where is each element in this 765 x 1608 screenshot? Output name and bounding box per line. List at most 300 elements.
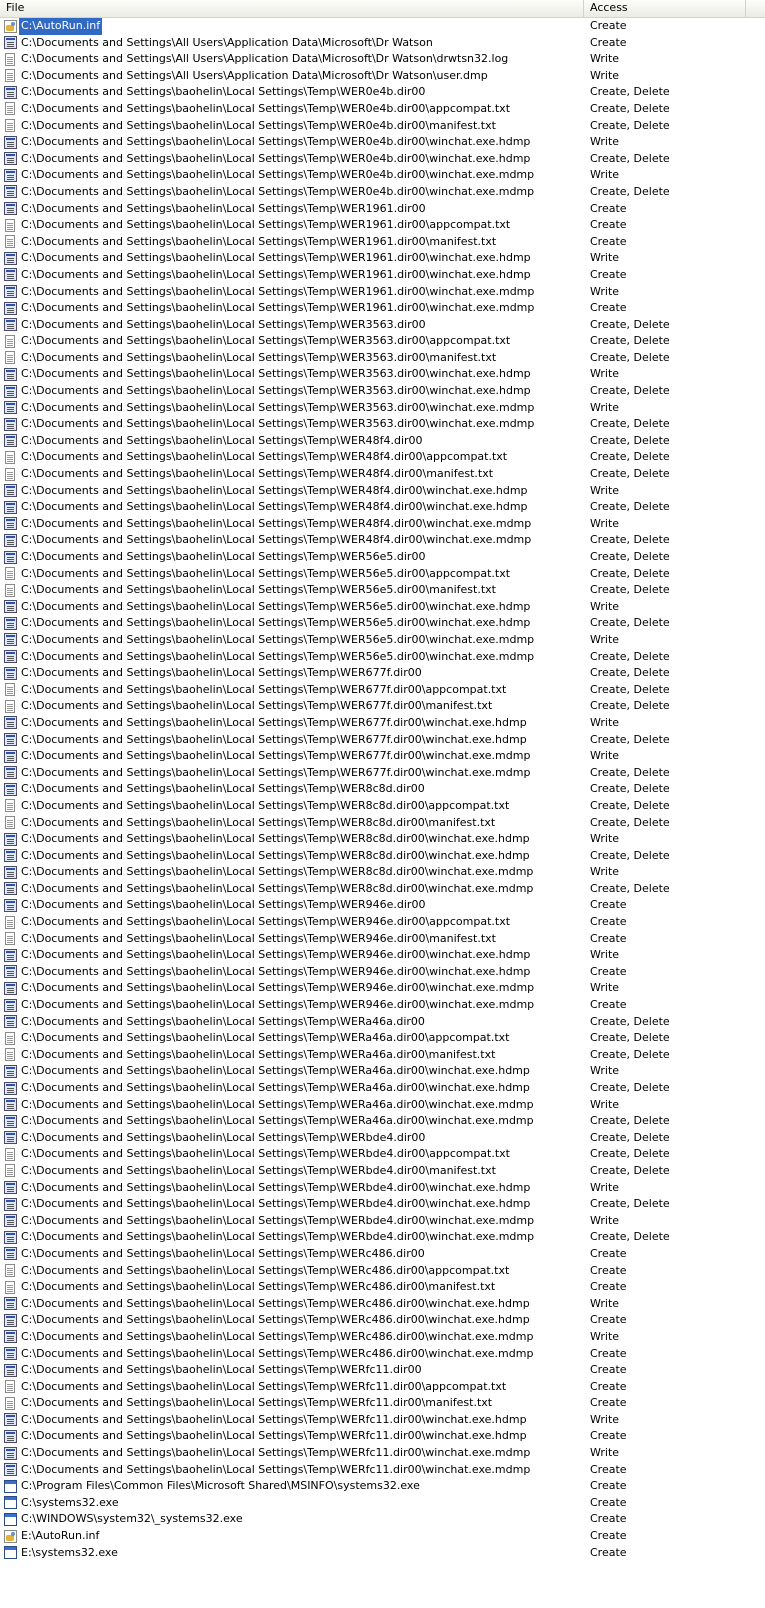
table-row[interactable] [0, 234, 765, 251]
file-path: C:\Documents and Settings\baohelin\Local Settings\Temp\WERfc11.dir00 [21, 1363, 422, 1377]
dmp-icon [4, 517, 17, 530]
access-value: Create, Delete [590, 467, 670, 481]
exe-icon [4, 1546, 17, 1559]
access-value: Create, Delete [590, 1230, 670, 1244]
file-path: C:\Documents and Settings\baohelin\Local Settings\Temp\WER0e4b.dir00\winchat.exe.mdmp [21, 168, 535, 182]
access-value: Create, Delete [590, 500, 670, 514]
access-value: Create, Delete [590, 85, 670, 99]
table-row[interactable] [0, 1545, 765, 1562]
table-row[interactable] [0, 350, 765, 367]
access-value: Write [590, 483, 620, 497]
access-value: Create [590, 35, 627, 49]
txt-icon [5, 683, 15, 696]
exe-icon [4, 1513, 17, 1526]
file-path: C:\Documents and Settings\baohelin\Local Settings\Temp\WERfc11.dir00\winchat.exe.mdmp [21, 1446, 531, 1460]
file-path: C:\Documents and Settings\baohelin\Local Settings\Temp\WERc486.dir00\manifest.txt [21, 1280, 496, 1294]
access-value: Create, Delete [590, 682, 670, 696]
file-path: C:\WINDOWS\system32\_systems32.exe [21, 1512, 243, 1526]
table-row[interactable] [0, 582, 765, 599]
table-row[interactable] [0, 532, 765, 549]
log-icon [5, 53, 15, 66]
table-row[interactable] [0, 632, 765, 649]
access-value: Create [590, 1495, 627, 1509]
access-column-header[interactable]: Access [584, 0, 746, 17]
file-path: C:\Documents and Settings\All Users\Application Data\Microsoft\Dr Watson\user.dmp [21, 68, 488, 82]
log-icon [5, 69, 15, 82]
access-value: Create, Delete [590, 566, 670, 580]
access-value: Create, Delete [590, 616, 670, 630]
access-value: Write [590, 168, 620, 182]
table-row[interactable] [0, 333, 765, 350]
table-row[interactable] [0, 1263, 765, 1280]
access-value: Write [590, 251, 620, 265]
file-path: C:\Documents and Settings\baohelin\Local Settings\Temp\WERc486.dir00 [21, 1246, 425, 1260]
table-row[interactable] [0, 284, 765, 301]
file-path: C:\Documents and Settings\baohelin\Local Settings\Temp\WER56e5.dir00\winchat.exe.hdmp [21, 616, 531, 630]
access-value: Write [590, 715, 620, 729]
table-row[interactable] [0, 1180, 765, 1197]
access-value: Write [590, 284, 620, 298]
dmp-icon [4, 534, 17, 547]
table-row[interactable] [0, 84, 765, 101]
table-row[interactable] [0, 1312, 765, 1329]
table-row[interactable] [0, 1047, 765, 1064]
dmp-icon [4, 949, 17, 962]
access-value: Write [590, 1296, 620, 1310]
dmp-icon [4, 1065, 17, 1078]
table-row[interactable] [0, 1412, 765, 1429]
file-path: C:\Documents and Settings\baohelin\Local Settings\Temp\WER8c8d.dir00\winchat.exe.mdmp [21, 881, 534, 895]
table-row[interactable] [0, 566, 765, 583]
table-row[interactable] [0, 931, 765, 948]
table-row[interactable] [0, 881, 765, 898]
txt-icon [5, 1264, 15, 1277]
access-value: Create [590, 998, 627, 1012]
file-path: C:\Documents and Settings\baohelin\Local Settings\Temp\WERa46a.dir00 [21, 1014, 425, 1028]
dmp-icon [4, 285, 17, 298]
file-path: C:\AutoRun.inf [19, 18, 102, 35]
table-row[interactable] [0, 947, 765, 964]
file-path: C:\Documents and Settings\baohelin\Local Settings\Temp\WER0e4b.dir00\winchat.exe.mdmp [21, 184, 535, 198]
access-value: Create, Delete [590, 450, 670, 464]
table-row[interactable] [0, 35, 765, 52]
file-path: C:\Documents and Settings\baohelin\Local Settings\Temp\WER8c8d.dir00\appcompat.txt [21, 798, 510, 812]
file-path: C:\Documents and Settings\All Users\Application Data\Microsoft\Dr Watson\drwtsn32.log [21, 52, 509, 66]
dmp-icon [4, 750, 17, 763]
access-value: Create, Delete [590, 782, 670, 796]
table-row[interactable] [0, 848, 765, 865]
table-row[interactable] [0, 997, 765, 1014]
file-path: C:\Documents and Settings\baohelin\Local Settings\Temp\WERc486.dir00\winchat.exe.hdmp [21, 1313, 530, 1327]
access-value: Create, Delete [590, 1014, 670, 1028]
table-row[interactable] [0, 798, 765, 815]
access-value: Create [590, 1396, 627, 1410]
access-value: Create, Delete [590, 848, 670, 862]
table-row[interactable] [0, 732, 765, 749]
table-row[interactable] [0, 1428, 765, 1445]
access-value: Create, Delete [590, 151, 670, 165]
table-row[interactable] [0, 1229, 765, 1246]
file-path: C:\Documents and Settings\baohelin\Local Settings\Temp\WERbde4.dir00\winchat.exe.mdmp [21, 1230, 535, 1244]
txt-icon [5, 567, 15, 580]
access-value: Create [590, 218, 627, 232]
file-path: C:\Documents and Settings\baohelin\Local Settings\Temp\WERc486.dir00\winchat.exe.mdmp [21, 1346, 534, 1360]
table-row[interactable] [0, 1462, 765, 1479]
access-value: Write [590, 1064, 620, 1078]
table-row[interactable] [0, 1379, 765, 1396]
access-value: Create [590, 964, 627, 978]
file-path: E:\AutoRun.inf [21, 1529, 100, 1543]
access-value: Write [590, 749, 620, 763]
file-path: C:\Documents and Settings\baohelin\Local Settings\Temp\WER1961.dir00 [21, 201, 426, 215]
access-value: Write [590, 135, 620, 149]
dmp-icon [4, 318, 17, 331]
table-row[interactable] [0, 1097, 765, 1114]
table-row[interactable] [0, 665, 765, 682]
table-row[interactable] [0, 1146, 765, 1163]
table-row[interactable] [0, 864, 765, 881]
dmp-icon [4, 1314, 17, 1327]
access-value: Create, Delete [590, 798, 670, 812]
file-path: C:\systems32.exe [21, 1495, 119, 1509]
table-row[interactable] [0, 267, 765, 284]
file-path: C:\Documents and Settings\baohelin\Local Settings\Temp\WER1961.dir00\winchat.exe.hdmp [21, 267, 531, 281]
dmp-icon [4, 965, 17, 978]
dmp-icon [4, 1115, 17, 1128]
file-path: C:\Documents and Settings\baohelin\Local Settings\Temp\WERa46a.dir00\winchat.exe.hdmp [21, 1081, 530, 1094]
access-value: Create, Delete [590, 184, 670, 198]
file-path: C:\Documents and Settings\baohelin\Local Settings\Temp\WER56e5.dir00\winchat.exe.mdmp [21, 649, 535, 663]
dmp-icon [4, 617, 17, 630]
dmp-icon [4, 833, 17, 846]
access-value: Create [590, 301, 627, 315]
table-row[interactable] [0, 599, 765, 616]
table-row[interactable] [0, 1246, 765, 1263]
access-value: Create, Delete [590, 1197, 670, 1211]
file-path: C:\Documents and Settings\baohelin\Local Settings\Temp\WER8c8d.dir00\winchat.exe.mdmp [21, 865, 534, 879]
file-path: C:\Documents and Settings\baohelin\Local Settings\Temp\WER0e4b.dir00\appcompat.txt [21, 101, 511, 115]
access-value: Create, Delete [590, 417, 670, 431]
file-path: C:\Documents and Settings\baohelin\Local Settings\Temp\WER3563.dir00\appcompat.txt [21, 334, 511, 348]
access-value: Create [590, 1263, 627, 1277]
file-path: C:\Documents and Settings\baohelin\Local Settings\Temp\WERfc11.dir00\winchat.exe.hdmp [21, 1412, 527, 1426]
file-path: C:\Documents and Settings\baohelin\Local Settings\Temp\WER3563.dir00 [21, 317, 426, 331]
table-row[interactable] [0, 1014, 765, 1031]
table-row[interactable] [0, 914, 765, 931]
dmp-icon [4, 202, 17, 215]
dmp-icon [4, 1347, 17, 1360]
txt-icon [5, 335, 15, 348]
dmp-icon [4, 716, 17, 729]
file-path: C:\Documents and Settings\baohelin\Local Settings\Temp\WER946e.dir00\manifest.txt [21, 931, 496, 945]
table-row[interactable] [0, 815, 765, 832]
dmp-icon [4, 1364, 17, 1377]
access-value: Create [590, 915, 627, 929]
access-value: Write [590, 68, 620, 82]
file-path: C:\Documents and Settings\baohelin\Local Settings\Temp\WER8c8d.dir00\winchat.exe.hdmp [21, 848, 530, 862]
access-value: Create, Delete [590, 118, 670, 132]
dmp-icon [4, 1463, 17, 1476]
table-row[interactable] [0, 1279, 765, 1296]
table-row[interactable] [0, 201, 765, 218]
file-path: C:\Documents and Settings\All Users\Application Data\Microsoft\Dr Watson [21, 35, 433, 49]
dmp-icon [4, 169, 17, 182]
file-path: C:\Documents and Settings\baohelin\Local Settings\Temp\WER3563.dir00\winchat.exe.mdmp [21, 400, 535, 414]
txt-icon [5, 916, 15, 929]
table-row[interactable] [0, 1196, 765, 1213]
table-row[interactable] [0, 1080, 765, 1097]
txt-icon [5, 1380, 15, 1393]
dmp-icon [4, 484, 17, 497]
file-path: C:\Documents and Settings\baohelin\Local Settings\Temp\WERa46a.dir00\winchat.exe.mdmp [21, 1114, 534, 1128]
access-value: Create, Delete [590, 765, 670, 779]
table-row[interactable] [0, 118, 765, 135]
file-path: C:\Documents and Settings\baohelin\Local Settings\Temp\WER56e5.dir00\winchat.exe.mdmp [21, 632, 535, 646]
access-value: Write [590, 400, 620, 414]
access-value: Create, Delete [590, 699, 670, 713]
access-value: Write [590, 367, 620, 381]
access-value: Write [590, 1180, 620, 1194]
file-path: C:\Documents and Settings\baohelin\Local Settings\Temp\WER48f4.dir00\appcompat.txt [21, 450, 508, 464]
table-row[interactable] [0, 499, 765, 516]
table-row[interactable] [0, 1528, 765, 1545]
file-path: C:\Documents and Settings\baohelin\Local Settings\Temp\WER677f.dir00\manifest.txt [21, 699, 493, 713]
txt-icon [5, 1164, 15, 1177]
dmp-icon [4, 434, 17, 447]
dmp-icon [4, 866, 17, 879]
dmp-icon [4, 1082, 17, 1095]
access-value: Write [590, 516, 620, 530]
file-path: C:\Documents and Settings\baohelin\Local Settings\Temp\WER946e.dir00\winchat.exe.hdmp [21, 948, 531, 962]
file-path: C:\Program Files\Common Files\Microsoft Shared\MSINFO\systems32.exe [21, 1479, 420, 1493]
access-value: Create, Delete [590, 350, 670, 364]
dmp-icon [4, 1214, 17, 1227]
txt-icon [5, 351, 15, 364]
access-value: Write [590, 599, 620, 613]
txt-icon [5, 584, 15, 597]
table-row[interactable] [0, 134, 765, 151]
dmp-icon [4, 1297, 17, 1310]
dmp-icon [4, 1015, 17, 1028]
file-path: C:\Documents and Settings\baohelin\Local Settings\Temp\WER56e5.dir00\manifest.txt [21, 583, 496, 597]
table-row[interactable] [0, 151, 765, 168]
table-row[interactable] [0, 1296, 765, 1313]
file-path: C:\Documents and Settings\baohelin\Local Settings\Temp\WERa46a.dir00\appcompat.txt [21, 1031, 510, 1045]
dmp-icon [4, 385, 17, 398]
dmp-icon [4, 1430, 17, 1443]
dmp-icon [4, 650, 17, 663]
table-row[interactable] [0, 615, 765, 632]
file-path: C:\Documents and Settings\baohelin\Local Settings\Temp\WER3563.dir00\winchat.exe.mdmp [21, 417, 535, 431]
file-path: C:\Documents and Settings\baohelin\Local Settings\Temp\WERc486.dir00\appcompat.txt [21, 1263, 510, 1277]
dmp-icon [4, 1181, 17, 1194]
access-value: Create [590, 1529, 627, 1543]
table-row[interactable] [0, 400, 765, 417]
table-row[interactable] [0, 433, 765, 450]
file-path: C:\Documents and Settings\baohelin\Local Settings\Temp\WER56e5.dir00\appcompat.txt [21, 566, 511, 580]
file-path: C:\Documents and Settings\baohelin\Local Settings\Temp\WERfc11.dir00\winchat.exe.hdmp [21, 1429, 527, 1443]
dmp-icon [4, 1447, 17, 1460]
table-row[interactable] [0, 1113, 765, 1130]
txt-icon [5, 219, 15, 232]
file-path: C:\Documents and Settings\baohelin\Local Settings\Temp\WERc486.dir00\winchat.exe.mdmp [21, 1329, 534, 1343]
access-value: Write [590, 981, 620, 995]
file-path: C:\Documents and Settings\baohelin\Local Settings\Temp\WER48f4.dir00\winchat.exe.hdmp [21, 483, 528, 497]
table-row[interactable] [0, 649, 765, 666]
file-path: C:\Documents and Settings\baohelin\Local Settings\Temp\WERbde4.dir00\winchat.exe.hdmp [21, 1197, 531, 1211]
file-path: C:\Documents and Settings\baohelin\Local Settings\Temp\WERbde4.dir00\manifest.txt [21, 1163, 496, 1177]
access-value: Create [590, 898, 627, 912]
inf-icon [4, 20, 17, 33]
table-row[interactable] [0, 516, 765, 533]
file-path: C:\Documents and Settings\baohelin\Local Settings\Temp\WER0e4b.dir00\winchat.exe.hdmp [21, 151, 531, 165]
table-row[interactable] [0, 781, 765, 798]
table-row[interactable] [0, 317, 765, 334]
table-row[interactable] [0, 449, 765, 466]
file-path: C:\Documents and Settings\baohelin\Local Settings\Temp\WER946e.dir00 [21, 898, 426, 912]
table-row[interactable] [0, 897, 765, 914]
table-row[interactable] [0, 682, 765, 699]
access-value: Write [590, 1412, 620, 1426]
table-row[interactable] [0, 1395, 765, 1412]
file-path: C:\Documents and Settings\baohelin\Local Settings\Temp\WER1961.dir00\manifest.txt [21, 234, 497, 248]
table-row[interactable] [0, 1329, 765, 1346]
table-row[interactable] [0, 1511, 765, 1528]
table-row[interactable] [0, 300, 765, 317]
table-row[interactable] [0, 698, 765, 715]
table-row[interactable] [0, 1213, 765, 1230]
file-path: C:\Documents and Settings\baohelin\Local Settings\Temp\WER48f4.dir00\winchat.exe.hdmp [21, 500, 528, 514]
inf-icon [4, 1530, 17, 1543]
empty-column-header [746, 0, 765, 17]
access-value: Create, Delete [590, 550, 670, 563]
access-value: Create, Delete [590, 1047, 670, 1061]
file-path: C:\Documents and Settings\baohelin\Local Settings\Temp\WER3563.dir00\manifest.txt [21, 350, 497, 364]
table-row[interactable] [0, 831, 765, 848]
file-path: C:\Documents and Settings\baohelin\Local Settings\Temp\WER3563.dir00\winchat.exe.hdmp [21, 367, 531, 381]
file-path: C:\Documents and Settings\baohelin\Local Settings\Temp\WERbde4.dir00 [21, 1130, 426, 1144]
access-value: Create, Delete [590, 881, 670, 895]
file-path: C:\Documents and Settings\baohelin\Local Settings\Temp\WER1961.dir00\winchat.exe.mdmp [21, 301, 535, 315]
table-row[interactable] [0, 1130, 765, 1147]
table-row[interactable] [0, 765, 765, 782]
table-row[interactable] [0, 18, 765, 35]
table-row[interactable] [0, 217, 765, 234]
file-path: C:\Documents and Settings\baohelin\Local Settings\Temp\WER946e.dir00\winchat.exe.hdmp [21, 964, 531, 978]
access-value: Create [590, 267, 627, 281]
table-row[interactable] [0, 184, 765, 201]
dmp-icon [4, 501, 17, 514]
access-value: Write [590, 1213, 620, 1227]
dmp-icon [4, 268, 17, 281]
table-row[interactable] [0, 1362, 765, 1379]
table-row[interactable] [0, 383, 765, 400]
access-value: Create [590, 1346, 627, 1360]
file-path: C:\Documents and Settings\baohelin\Local Settings\Temp\WER677f.dir00\winchat.exe.mdmp [21, 749, 531, 763]
access-value: Write [590, 865, 620, 879]
file-path: C:\Documents and Settings\baohelin\Local Settings\Temp\WERa46a.dir00\winchat.exe.mdmp [21, 1097, 534, 1111]
dmp-icon [4, 36, 17, 49]
table-row[interactable] [0, 101, 765, 118]
txt-icon [5, 816, 15, 829]
exe-icon [4, 1480, 17, 1493]
file-path: C:\Documents and Settings\baohelin\Local Settings\Temp\WER48f4.dir00\manifest.txt [21, 467, 494, 481]
table-row[interactable] [0, 250, 765, 267]
table-row[interactable] [0, 1063, 765, 1080]
file-path: C:\Documents and Settings\baohelin\Local Settings\Temp\WER0e4b.dir00\winchat.exe.hdmp [21, 135, 531, 149]
dmp-icon [4, 368, 17, 381]
dmp-icon [4, 86, 17, 99]
table-row[interactable] [0, 1478, 765, 1495]
access-value: Write [590, 1329, 620, 1343]
table-row[interactable] [0, 980, 765, 997]
file-path: C:\Documents and Settings\baohelin\Local Settings\Temp\WER8c8d.dir00 [21, 782, 425, 796]
dmp-icon [4, 185, 17, 198]
file-path: C:\Documents and Settings\baohelin\Local Settings\Temp\WER677f.dir00\winchat.exe.hdmp [21, 715, 527, 729]
column-header [0, 0, 765, 18]
file-path: C:\Documents and Settings\baohelin\Local Settings\Temp\WER1961.dir00\winchat.exe.hdmp [21, 251, 531, 265]
table-row[interactable] [0, 466, 765, 483]
file-path: C:\Documents and Settings\baohelin\Local Settings\Temp\WERbde4.dir00\appcompat.txt [21, 1147, 510, 1161]
dmp-icon [4, 882, 17, 895]
file-path: C:\Documents and Settings\baohelin\Local Settings\Temp\WER946e.dir00\appcompat.txt [21, 915, 511, 929]
access-value: Create, Delete [590, 433, 670, 447]
access-value: Create [590, 1512, 627, 1526]
table-row[interactable] [0, 1495, 765, 1512]
access-value: Write [590, 1446, 620, 1460]
file-path: C:\Documents and Settings\baohelin\Local Settings\Temp\WER677f.dir00 [21, 666, 422, 680]
access-value: Create [590, 234, 627, 248]
table-row[interactable] [0, 366, 765, 383]
file-path: C:\Documents and Settings\baohelin\Local Settings\Temp\WER3563.dir00\winchat.exe.hdmp [21, 384, 531, 398]
file-path: C:\Documents and Settings\baohelin\Local Settings\Temp\WERfc11.dir00\appcompat.txt [21, 1379, 507, 1393]
table-row[interactable] [0, 68, 765, 85]
table-row[interactable] [0, 167, 765, 184]
access-value: Create, Delete [590, 1031, 670, 1045]
table-row[interactable] [0, 549, 765, 566]
access-value: Create, Delete [590, 384, 670, 398]
dmp-icon [4, 1198, 17, 1211]
table-row[interactable] [0, 416, 765, 433]
access-value: Create [590, 1545, 627, 1559]
txt-icon [5, 1397, 15, 1410]
table-row[interactable] [0, 1030, 765, 1047]
dmp-icon [4, 982, 17, 995]
table-row[interactable] [0, 1346, 765, 1363]
table-row[interactable] [0, 748, 765, 765]
txt-icon [5, 451, 15, 464]
table-row[interactable] [0, 1445, 765, 1462]
dmp-icon [4, 302, 17, 315]
txt-icon [5, 235, 15, 248]
dmp-icon [4, 1247, 17, 1260]
table-row[interactable] [0, 483, 765, 500]
access-value: Create, Delete [590, 666, 670, 680]
file-column-header[interactable]: File [0, 0, 584, 17]
access-value: Create [590, 931, 627, 945]
dmp-icon [4, 1330, 17, 1343]
file-path: C:\Documents and Settings\baohelin\Local Settings\Temp\WER677f.dir00\winchat.exe.mdmp [21, 765, 531, 779]
file-path: C:\Documents and Settings\baohelin\Local Settings\Temp\WER946e.dir00\winchat.exe.mdmp [21, 998, 535, 1012]
dmp-icon [4, 551, 17, 564]
table-row[interactable] [0, 1163, 765, 1180]
table-row[interactable] [0, 964, 765, 981]
file-path: C:\Documents and Settings\baohelin\Local Settings\Temp\WERc486.dir00\winchat.exe.hdmp [21, 1296, 530, 1310]
access-value: Create, Delete [590, 649, 670, 663]
txt-icon [5, 119, 15, 132]
table-row[interactable] [0, 51, 765, 68]
table-row[interactable] [0, 715, 765, 732]
